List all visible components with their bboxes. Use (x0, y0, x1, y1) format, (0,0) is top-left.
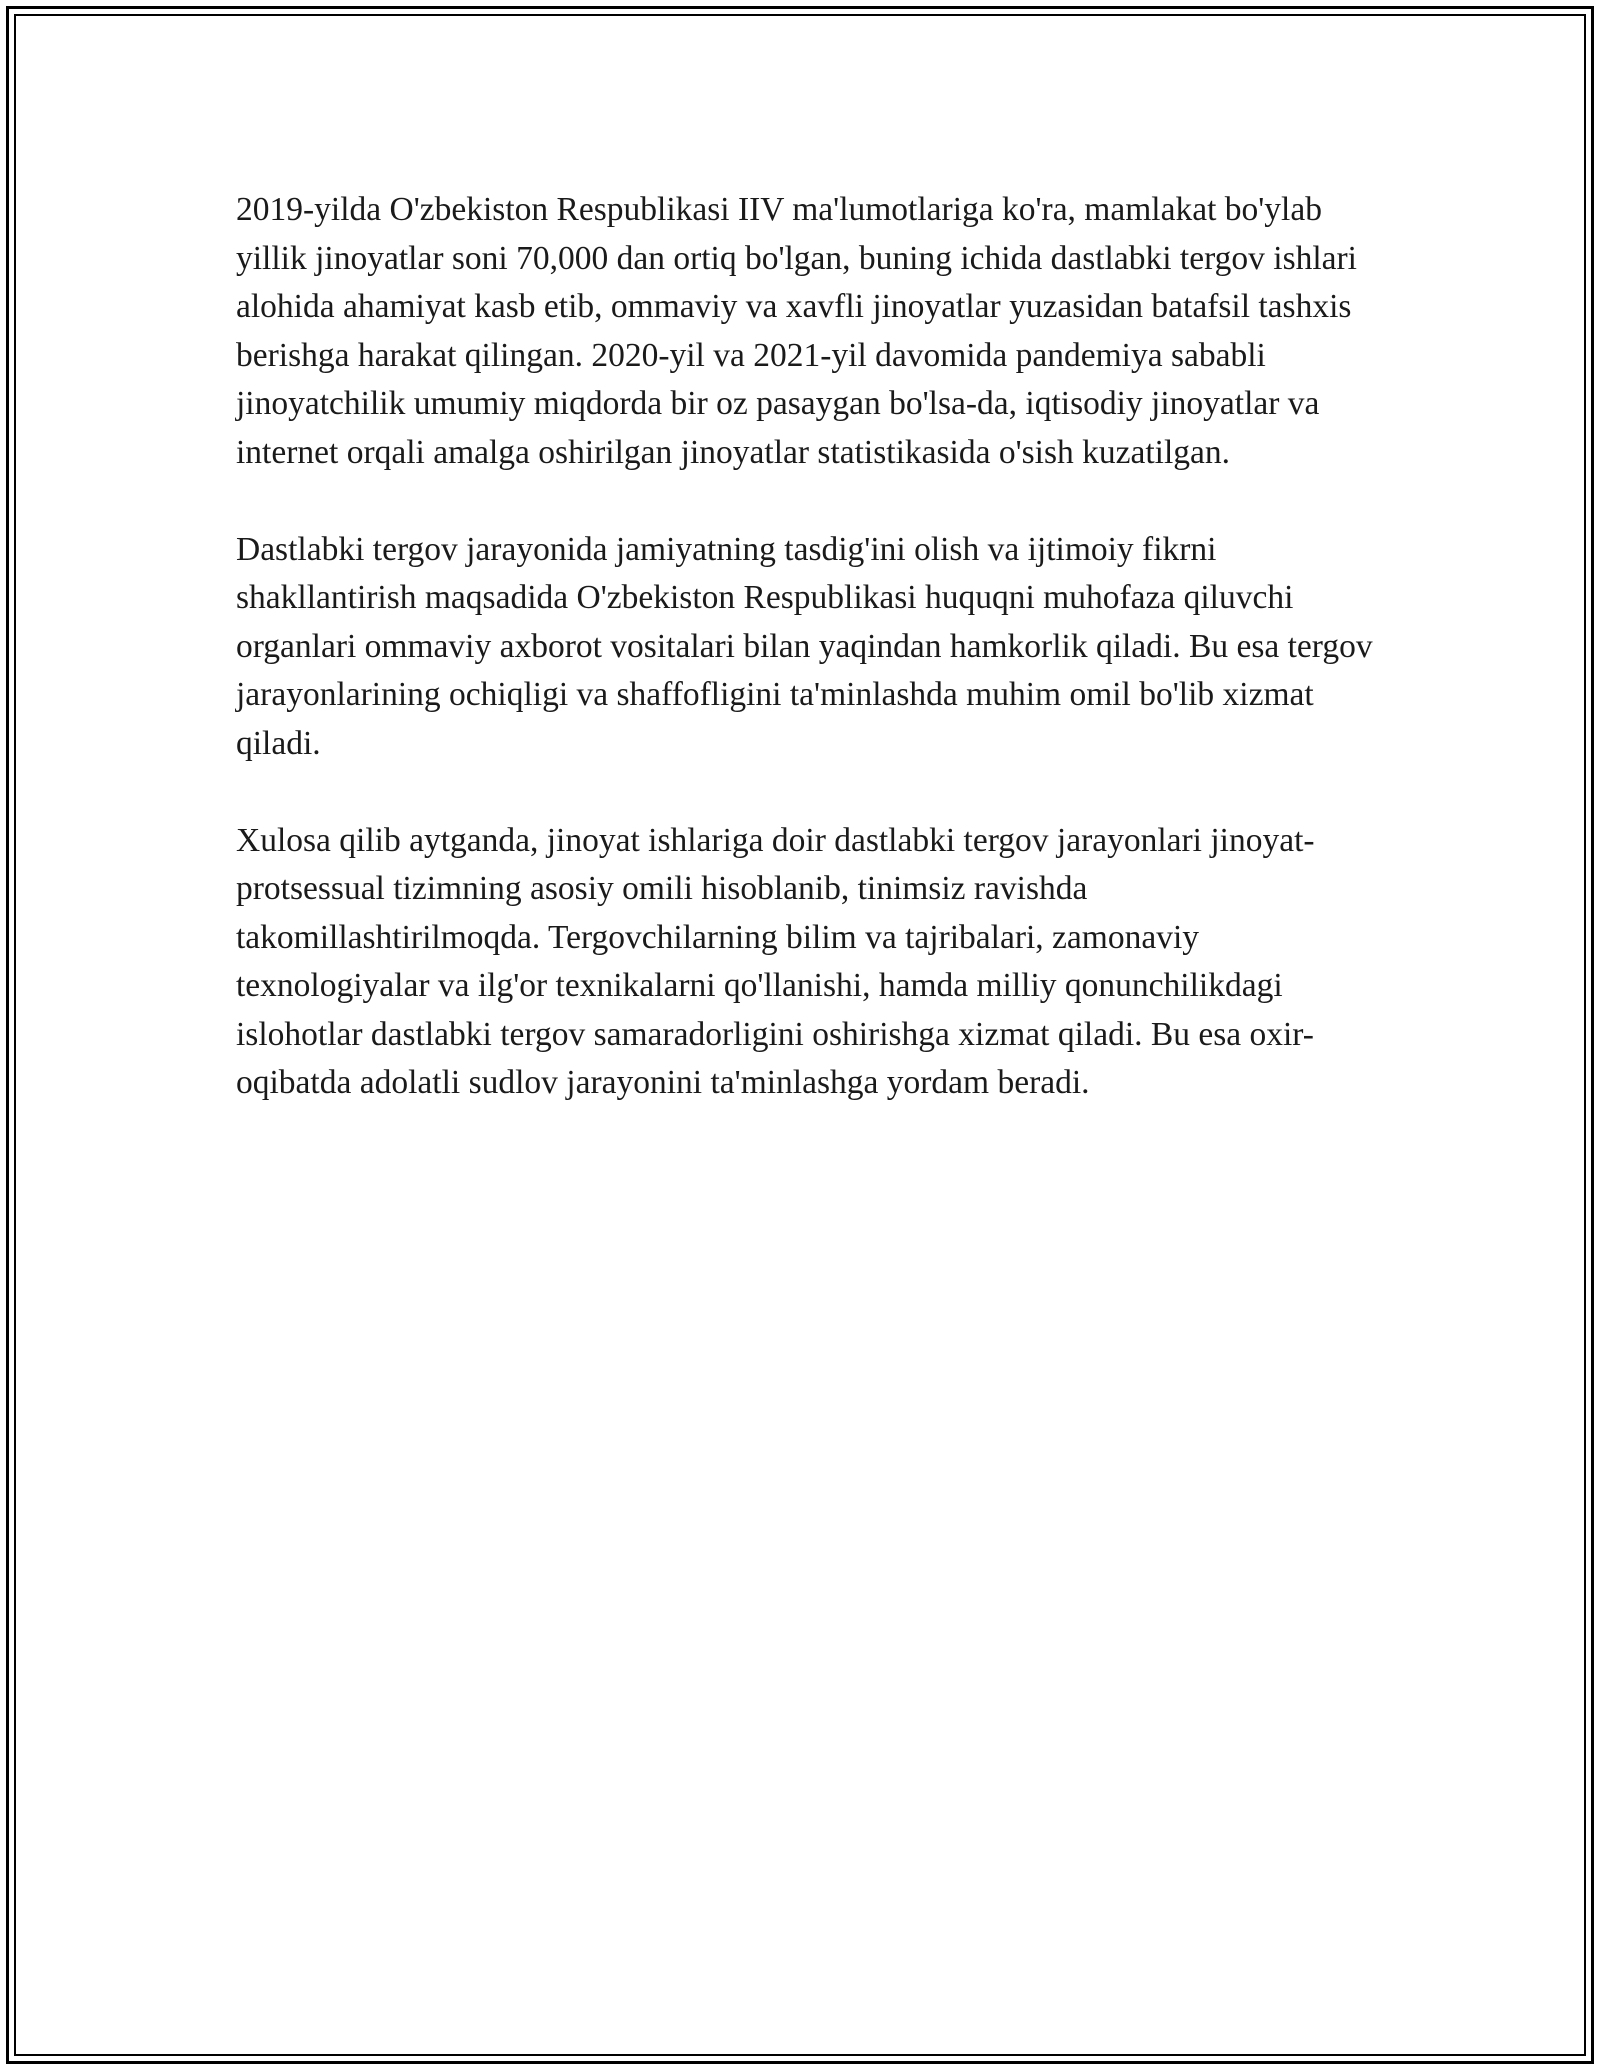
document-body (236, 186, 1386, 1156)
paragraph-conclusion: Xulosa qilib aytganda, jinoyat ishlariga doir dastlabki tergov jarayonlari jinoyat-protsessual tizimning asosiy omili hisoblanib, tinimsiz ravishda takomillashtirilmoqda. Tergovchilarning bilim va tajribalari, zamonaviy texnologiyalar va ilg'or texnikalarni qo'llanishi, hamda milliy qonunchilikdagi islohotlar dastlabki tergov samaradorligini oshirishga xizmat qiladi. Bu esa oxir-oqibatda adolatli sudlov jarayonini ta'minlashga yordam beradi. (236, 821, 1315, 1101)
paragraph-media-cooperation: Dastlabki tergov jarayonida jamiyatning tasdig'ini olish va ijtimoiy fikrni shakllantirish maqsadida O'zbekiston Respublikasi huquqni muhofaza qiluvchi organlari ommaviy axborot vositalari bilan yaqindan hamkorlik qiladi. Bu esa tergov jarayonlarining ochiqligi va shaffofligini ta'minlashda muhim omil bo'lib xizmat qiladi. (236, 530, 1373, 762)
paragraph-statistics: 2019-yilda O'zbekiston Respublikasi IIV ma'lumotlariga ko'ra, mamlakat bo'ylab yillik jinoyatlar soni 70,000 dan ortiq bo'lgan, buning ichida dastlabki tergov ishlari alohida ahamiyat kasb etib, ommaviy va xavfli jinoyatlar yuzasidan batafsil tashxis berishga harakat qilingan. 2020-yil va 2021-yil davomida pandemiya sababli jinoyatchilik umumiy miqdorda bir oz pasaygan bo'lsa-da, iqtisodiy jinoyatlar va internet orqali amalga oshirilgan jinoyatlar statistikasida o'sish kuzatilgan. (236, 191, 1357, 471)
